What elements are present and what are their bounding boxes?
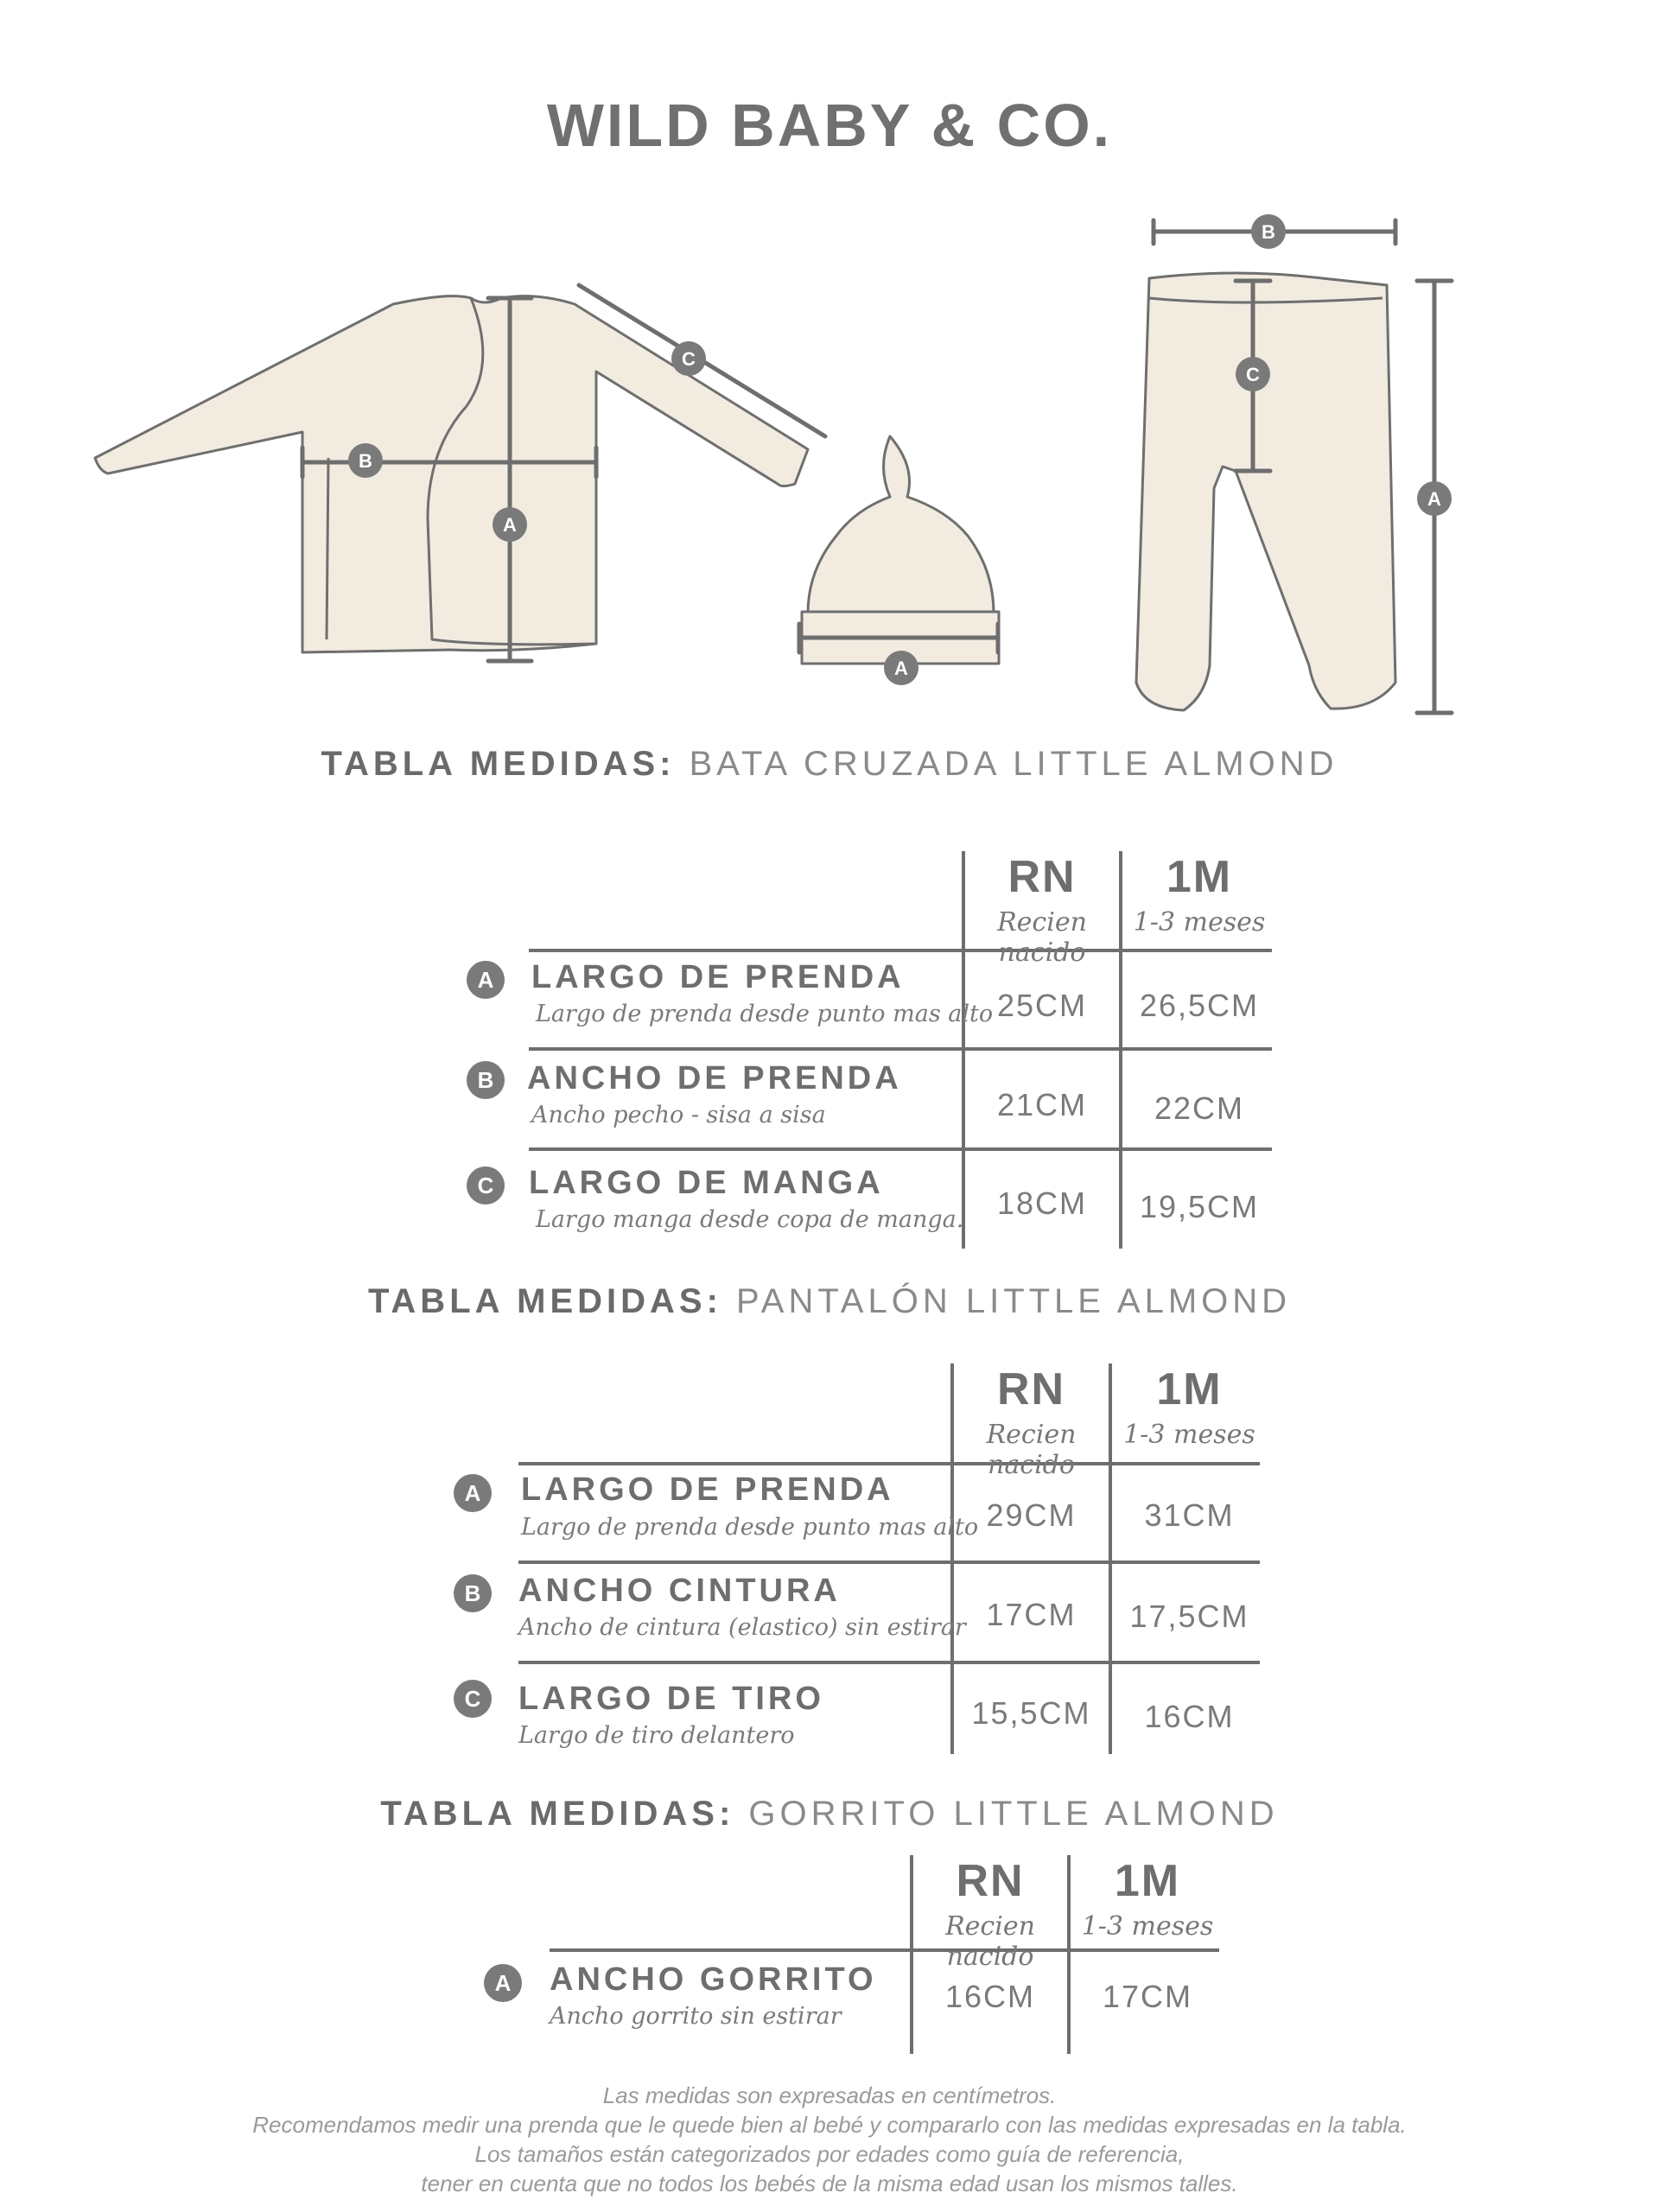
table-1-col-rn-desc: Recien nacido bbox=[997, 907, 1087, 968]
table-2-row-c-badge: C bbox=[454, 1680, 492, 1718]
table-1-row-b-1m: 22CM bbox=[1154, 1090, 1245, 1126]
table-2-col-rn-desc: Recien nacido bbox=[986, 1420, 1077, 1480]
table-3-col-1m-desc: 1-3 meses bbox=[1081, 1911, 1214, 1942]
table-1-row-c-1m: 19,5CM bbox=[1139, 1189, 1260, 1224]
table-1-row-c-badge: C bbox=[467, 1166, 505, 1205]
table-1-row-b-desc: Ancho pecho - sisa a sisa bbox=[531, 1102, 826, 1128]
table-2-title bbox=[0, 1282, 1659, 1321]
table-2-title-product: PANTALÓN LITTLE ALMOND bbox=[736, 1282, 1292, 1320]
table-2-title-bold: TABLA MEDIDAS: bbox=[367, 1282, 722, 1320]
table-2-row-b-1m: 17,5CM bbox=[1129, 1599, 1249, 1634]
table-2-row-a-1m: 31CM bbox=[1144, 1497, 1235, 1533]
table-1-row-b-rn: 21CM bbox=[996, 1087, 1088, 1122]
marker-c-top: C bbox=[682, 348, 696, 370]
table-2-row-c-rn: 15,5CM bbox=[971, 1695, 1091, 1731]
table-2-col-1m: 1M bbox=[1156, 1364, 1223, 1414]
marker-c-pants: C bbox=[1246, 364, 1260, 385]
table-1-row-a-badge: A bbox=[467, 961, 505, 999]
table-3-row-a-desc: Ancho gorrito sin estirar bbox=[550, 2003, 842, 2030]
brand-title: WILD BABY & CO. bbox=[546, 92, 1113, 159]
table-1-row-b-label: ANCHO DE PRENDA bbox=[527, 1060, 902, 1096]
garment-illustration bbox=[0, 0, 1659, 726]
footer-line-4: tener en cuenta que no todos los bebés de la misma edad usan los mismos talles. bbox=[421, 2171, 1238, 2196]
marker-b-pants: B bbox=[1262, 221, 1275, 243]
table-1-title-product: BATA CRUZADA LITTLE ALMOND bbox=[689, 745, 1338, 783]
table-3-row-a-1m: 17CM bbox=[1102, 1979, 1193, 2014]
table-1-row-c-label: LARGO DE MANGA bbox=[529, 1165, 884, 1201]
table-1-row-b-badge: B bbox=[467, 1061, 505, 1099]
table-2-row-a-badge: A bbox=[454, 1474, 492, 1512]
table-2-row-b-label: ANCHO CINTURA bbox=[518, 1573, 841, 1609]
table-1-title bbox=[0, 745, 1659, 784]
table-1-col-1m: 1M bbox=[1166, 852, 1233, 902]
table-1-row-a-rn: 25CM bbox=[996, 988, 1088, 1023]
pants-drawing bbox=[1136, 273, 1395, 710]
table-1-col-1m-desc: 1-3 meses bbox=[1133, 907, 1266, 938]
table-2-row-c-label: LARGO DE TIRO bbox=[518, 1681, 824, 1717]
table-1-row-a-1m: 26,5CM bbox=[1139, 988, 1260, 1023]
table-2-col-rn: RN bbox=[996, 1364, 1066, 1414]
table-3-title bbox=[0, 1795, 1659, 1834]
table-1-row-c-rn: 18CM bbox=[996, 1185, 1088, 1221]
table-1-col-rn: RN bbox=[1007, 852, 1077, 902]
footer-line-2: Recomendamos medir una prenda que le quede bien al bebé y compararlo con las medidas expresadas en la tabla. bbox=[252, 2112, 1407, 2138]
table-2-row-b-badge: B bbox=[454, 1574, 492, 1612]
hat-drawing bbox=[808, 436, 994, 613]
table-1-row-a-desc: Largo de prenda desde punto mas alto bbox=[536, 1001, 994, 1027]
table-3-col-rn: RN bbox=[956, 1856, 1025, 1906]
marker-a-pants: A bbox=[1427, 488, 1441, 510]
marker-a-top: A bbox=[503, 514, 517, 536]
table-3-row-a-label: ANCHO GORRITO bbox=[550, 1961, 877, 1998]
table-2-row-a-label: LARGO DE PRENDA bbox=[521, 1471, 894, 1508]
footer-notes bbox=[0, 2081, 1659, 2198]
table-3-row-a-badge: A bbox=[484, 1964, 522, 2002]
table-1-row-a-label: LARGO DE PRENDA bbox=[531, 959, 905, 995]
table-2-row-c-desc: Largo de tiro delantero bbox=[518, 1722, 795, 1749]
table-2-row-b-desc: Ancho de cintura (elastico) sin estirar bbox=[518, 1614, 966, 1641]
table-1-title-bold: TABLA MEDIDAS: bbox=[321, 745, 676, 783]
table-2-row-a-desc: Largo de prenda desde punto mas alto bbox=[521, 1514, 979, 1541]
marker-b-top: B bbox=[359, 450, 372, 472]
marker-a-hat: A bbox=[894, 658, 908, 679]
table-1-row-c-desc: Largo manga desde copa de manga. bbox=[536, 1206, 964, 1233]
table-2-row-a-rn: 29CM bbox=[986, 1497, 1077, 1533]
table-2-col-1m-desc: 1-3 meses bbox=[1123, 1420, 1255, 1450]
table-3-title-product: GORRITO LITTLE ALMOND bbox=[748, 1795, 1279, 1833]
footer-line-1: Las medidas son expresadas en centímetros. bbox=[602, 2082, 1057, 2108]
table-3-col-rn-desc: Recien nacido bbox=[945, 1911, 1035, 1972]
table-2-row-b-rn: 17CM bbox=[986, 1597, 1077, 1632]
table-2-row-c-1m: 16CM bbox=[1144, 1699, 1235, 1734]
table-3-title-bold: TABLA MEDIDAS: bbox=[380, 1795, 735, 1833]
footer-line-3: Los tamaños están categorizados por edades como guía de referencia, bbox=[474, 2141, 1185, 2167]
table-3-row-a-rn: 16CM bbox=[944, 1979, 1036, 2014]
table-3-col-1m: 1M bbox=[1114, 1856, 1181, 1906]
